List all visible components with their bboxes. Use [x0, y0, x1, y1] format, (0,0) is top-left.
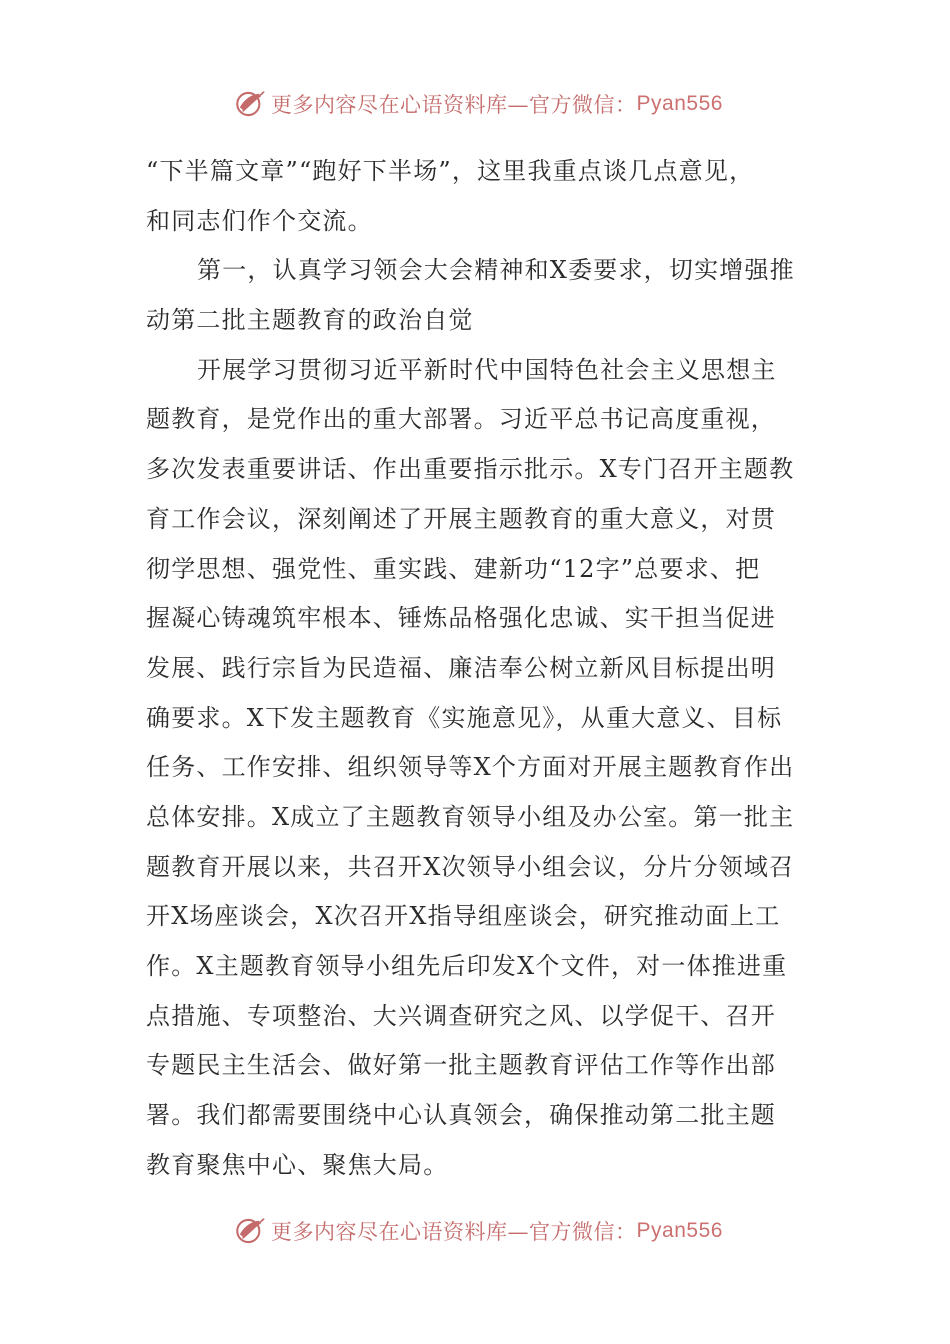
text-line: 专题民主生活会、做好第一批主题教育评估工作等作出部	[146, 1051, 776, 1080]
pen-logo-icon	[233, 87, 267, 121]
text-line: 多次发表重要讲话、作出重要指示批示。X专门召开主题教	[146, 455, 795, 484]
text-line: 确要求。X下发主题教育《实施意见》，从重大意义、目标	[146, 703, 783, 732]
text-line: 作。X主题教育领导小组先后印发X个文件，对一体推进重	[146, 952, 788, 980]
text-line: 彻学思想、强党性、重实践、建新功“12字”总要求、把	[146, 554, 761, 583]
pen-logo-icon	[233, 1214, 267, 1248]
document-body	[146, 147, 806, 1190]
text-line: 发展、践行宗旨为民造福、廉洁奉公树立新风目标提出明	[146, 653, 776, 682]
text-line: 总体安排。X成立了主题教育领导小组及办公室。第一批主	[146, 802, 795, 831]
section-heading-line: 动第二批主题教育的政治自觉	[146, 306, 474, 335]
text-line: 开展学习贯彻习近平新时代中国特色社会主义思想主	[197, 355, 777, 384]
text-line: 开X场座谈会，X次召开X指导组座谈会，研究推动面上工	[146, 902, 781, 931]
text-line: 题教育，是党作出的重大部署。习近平总书记高度重视，	[146, 405, 776, 434]
text-line: 握凝心铸魂筑牢根本、锤炼品格强化忠诚、实干担当促进	[146, 604, 776, 633]
section-heading-line: 第一，认真学习领会大会精神和X委要求，切实增强推	[197, 256, 795, 285]
text-line: 点措施、专项整治、大兴调查研究之风、以学促干、召开	[146, 1001, 776, 1030]
watermark-wechat-id: Pyan556	[636, 1219, 723, 1242]
header-watermark	[0, 84, 950, 124]
text-line: 育工作会议，深刻阐述了开展主题教育的重大意义，对贯	[146, 504, 776, 533]
text-line: 和同志们作个交流。	[146, 206, 373, 235]
text-line: 题教育开展以来，共召开X次领导小组会议，分片分领域召	[146, 852, 795, 881]
watermark-text: 更多内容尽在心语资料库—官方微信：	[271, 93, 637, 117]
text-line: “下半篇文章”“跑好下半场”，这里我重点谈几点意见，	[146, 157, 755, 185]
text-line: 教育聚焦中心、聚焦大局。	[146, 1150, 449, 1179]
footer-watermark	[0, 1211, 950, 1251]
watermark-text: 更多内容尽在心语资料库—官方微信：	[271, 1220, 637, 1244]
text-line: 署。我们都需要围绕中心认真领会，确保推动第二批主题	[146, 1101, 776, 1130]
text-line: 任务、工作安排、组织领导等X个方面对开展主题教育作出	[146, 753, 795, 782]
watermark-wechat-id: Pyan556	[636, 92, 723, 115]
